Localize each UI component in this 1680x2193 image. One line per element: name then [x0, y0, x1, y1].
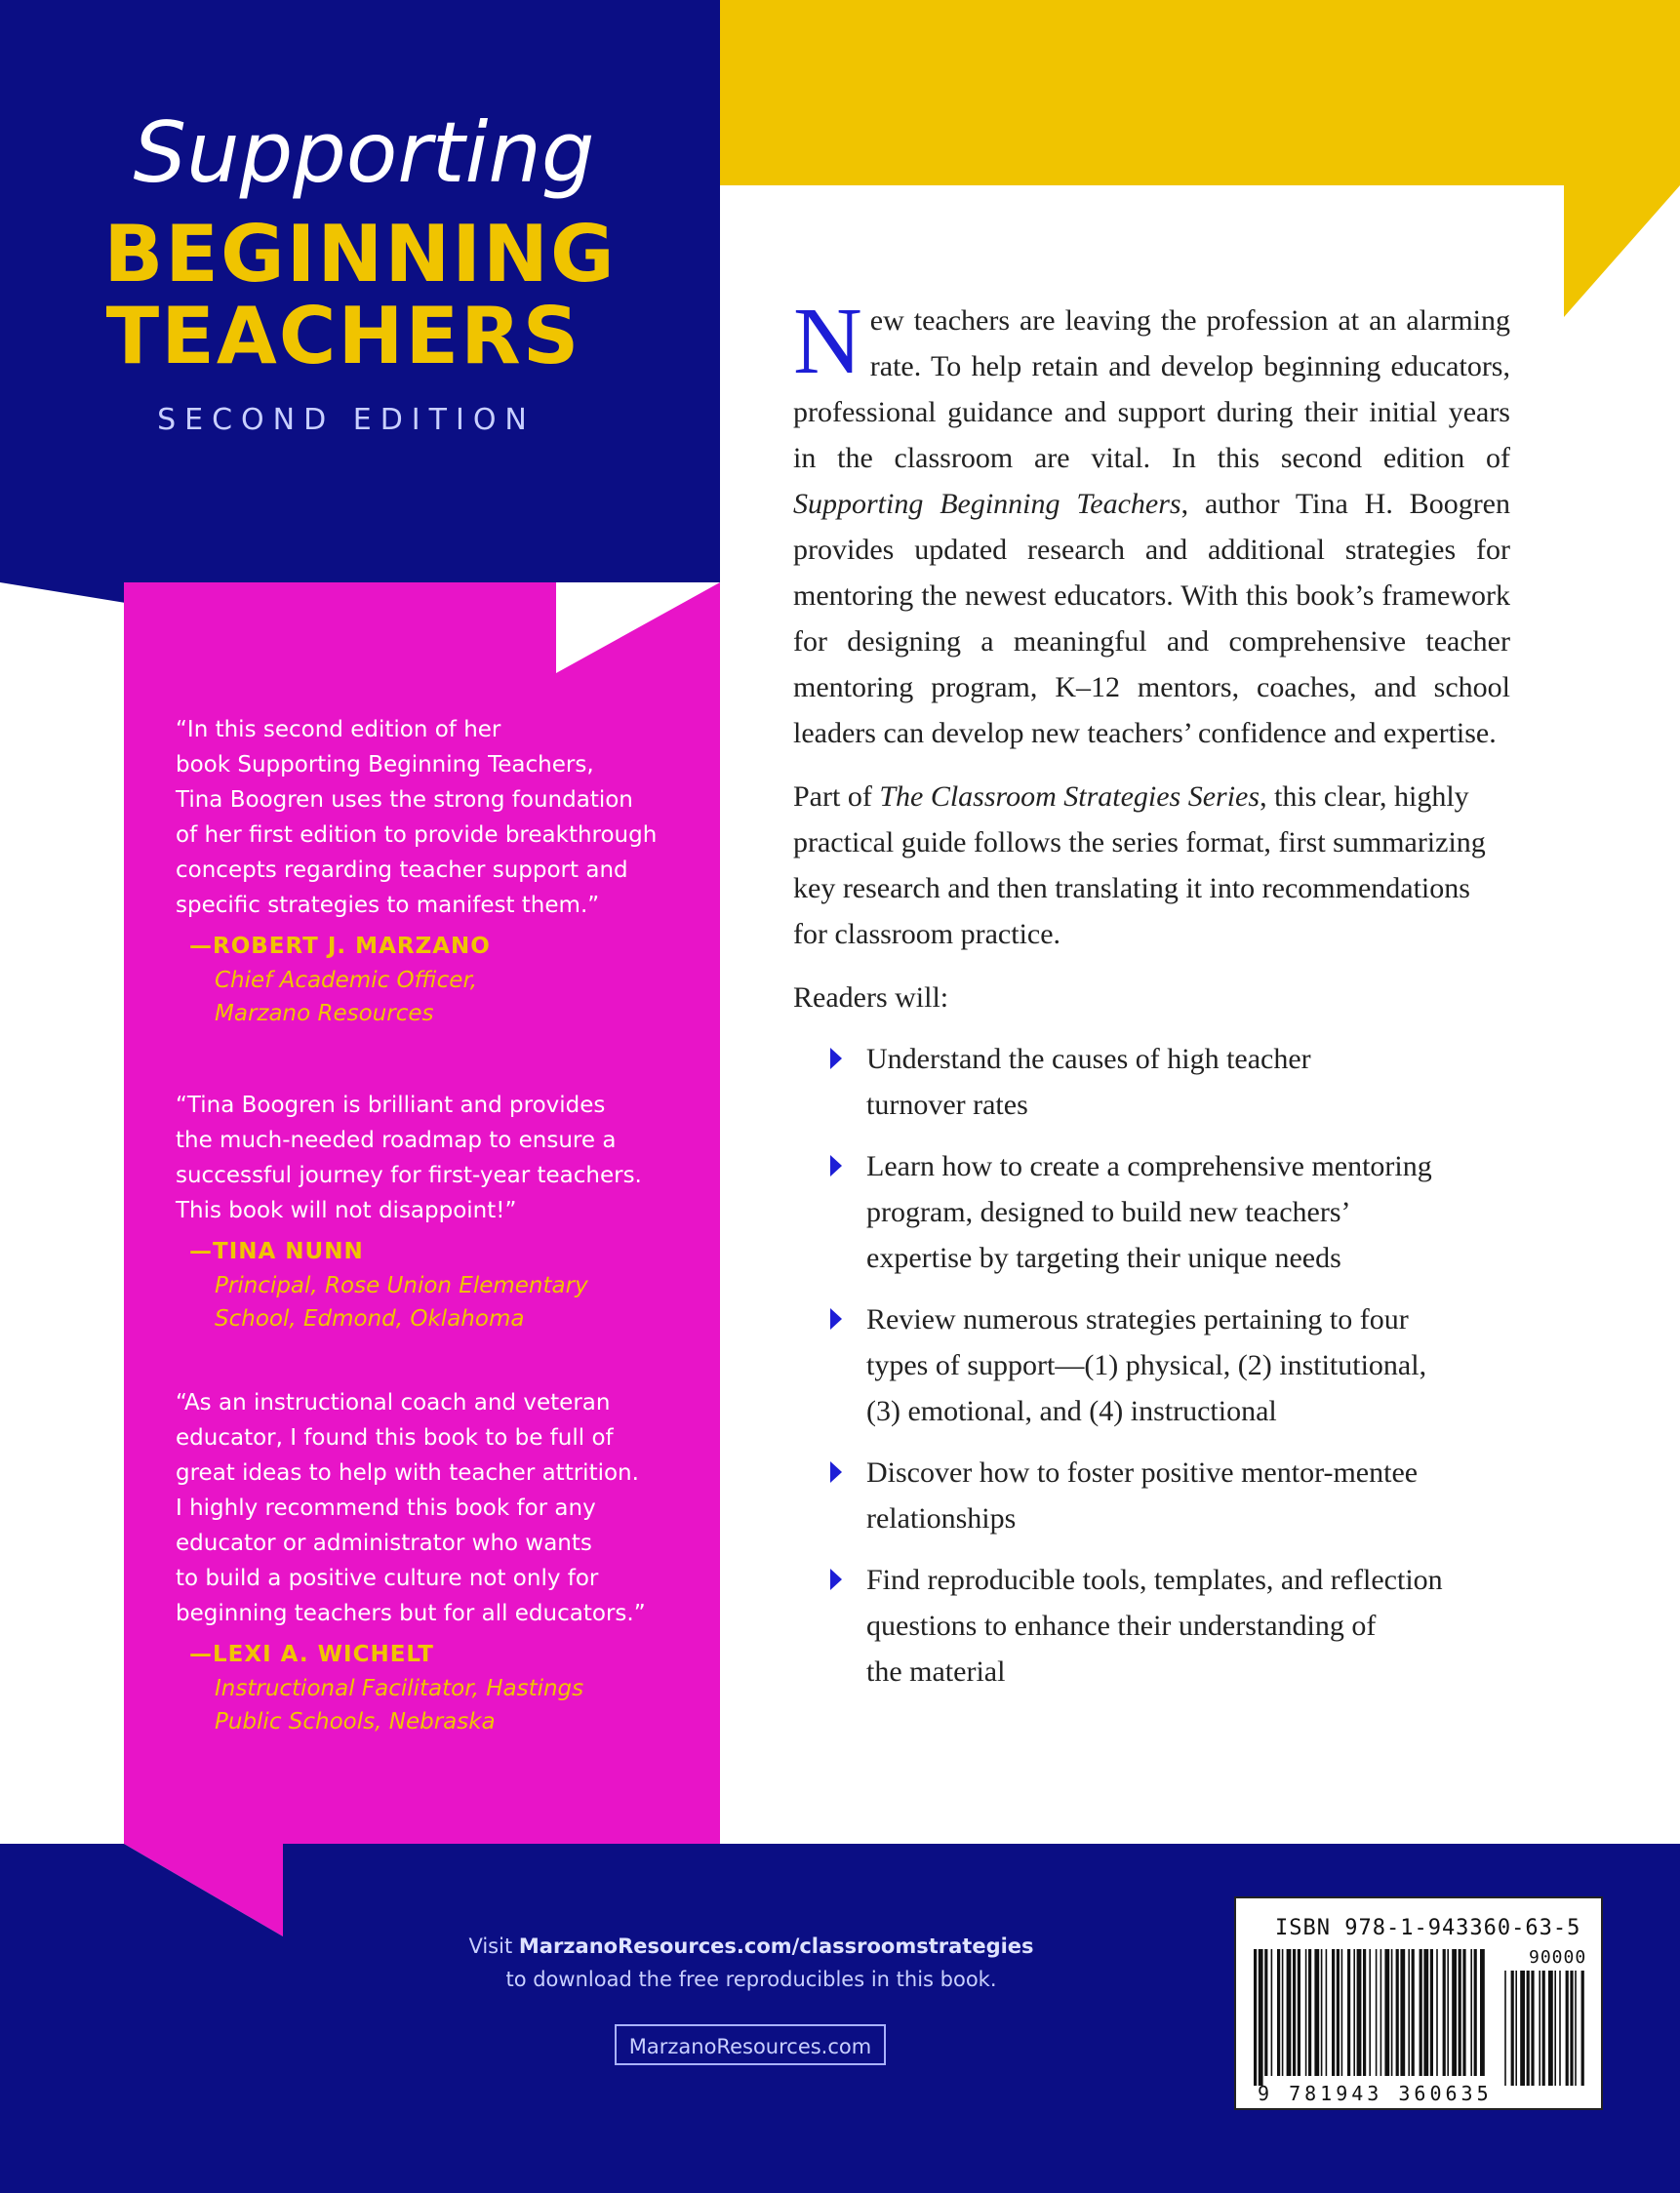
barcode-bar — [1420, 1949, 1422, 2076]
title-beginning: BEGINNING — [103, 208, 617, 299]
intro-paragraph — [793, 289, 1510, 756]
addon-bar — [1520, 1971, 1525, 2086]
list-item-text: Learn how to create a comprehensive mentoring program, designed to build new teachers’ expertise by targeting their unique needs — [866, 1150, 1432, 1274]
addon-bar — [1566, 1971, 1569, 2086]
barcode-bar — [1400, 1949, 1405, 2076]
isbn-barcode — [1234, 1896, 1603, 2110]
quote-author: —ROBERT J. MARZANO — [189, 934, 491, 959]
barcode-bar — [1264, 1949, 1267, 2076]
barcode-bar — [1430, 1949, 1433, 2076]
quote-marzano — [176, 712, 683, 1030]
benefits-list — [793, 1036, 1510, 1695]
addon-bar — [1542, 1971, 1545, 2086]
barcode-bar — [1376, 1949, 1378, 2076]
quote-wichelt — [176, 1385, 646, 1738]
intro-text-a: ew teachers are leaving the profession at an alarming rate. To help retain and develop beginning educators, professional guidance and support during their initial years in the classroom are vital. In this second edition of — [793, 304, 1510, 474]
list-item-text: Discover how to foster positive mentor-mentee relationships — [866, 1456, 1419, 1535]
addon-bar — [1504, 1971, 1506, 2086]
quote-author-role: Principal, Rose Union Elementary School, Edmond, Oklahoma — [215, 1273, 588, 1332]
list-item — [793, 1143, 1510, 1281]
barcode-bar — [1308, 1949, 1311, 2076]
barcode-bar — [1480, 1949, 1485, 2076]
addon-bar — [1527, 1971, 1530, 2086]
list-item — [793, 1296, 1510, 1434]
book-title — [0, 104, 720, 437]
barcode-bar — [1326, 1949, 1328, 2076]
barcode-bar — [1277, 1949, 1280, 2076]
quote-author-role: Instructional Facilitator, Hastings Public Schools, Nebraska — [215, 1676, 584, 1734]
barcode-bar — [1321, 1949, 1323, 2076]
barcode-bar — [1305, 1949, 1307, 2076]
addon-bar — [1570, 1971, 1573, 2086]
barcode-bar — [1353, 1949, 1355, 2076]
barcode-bar — [1470, 1949, 1472, 2076]
addon-bar — [1554, 1971, 1556, 2086]
addon-bar — [1559, 1971, 1561, 2086]
barcode-bar — [1408, 1949, 1410, 2076]
addon-bar — [1548, 1971, 1553, 2086]
barcode-bar — [1337, 1949, 1340, 2076]
barcode-bar — [1347, 1949, 1350, 2076]
series-text-a: Part of — [793, 780, 880, 813]
barcode-bar — [1363, 1949, 1366, 2076]
barcode-bar — [1436, 1949, 1438, 2076]
triangle-bullet-icon — [830, 1461, 842, 1483]
barcode-bar — [1380, 1949, 1382, 2076]
visit-url-link[interactable]: MarzanoResources.com/classroomstrategies — [518, 1934, 1034, 1958]
visit-note — [429, 1930, 1073, 1996]
barcode-bar — [1341, 1949, 1343, 2076]
website-link-box[interactable]: MarzanoResources.com — [615, 2024, 886, 2065]
barcode-bar — [1396, 1949, 1399, 2076]
barcode-bar — [1357, 1949, 1362, 2076]
series-paragraph — [793, 774, 1510, 957]
addon-bar — [1515, 1971, 1517, 2086]
list-item — [793, 1036, 1510, 1128]
visit-line1 — [429, 1930, 1073, 1963]
barcode-bar — [1474, 1949, 1477, 2076]
quote-author-role: Chief Academic Officer, Marzano Resources — [215, 968, 478, 1026]
barcode-bar — [1298, 1949, 1300, 2076]
quote-text: “As an instructional coach and veteran educator, I found this book to be full of great ideas to help with teacher attrition. I highly recommend this book for any educator or administrator who wants to build a positive culture not only for beginning teachers but for all educators.” — [176, 1390, 646, 1626]
barcode-bar — [1452, 1949, 1457, 2076]
barcode-bar — [1332, 1949, 1335, 2076]
ean-number: 9 781943 360635 — [1258, 2082, 1493, 2105]
barcode-bar — [1271, 1949, 1273, 2076]
drop-cap: N — [793, 289, 862, 394]
price-addon-code: 90000 — [1529, 1947, 1587, 1968]
list-item — [793, 1450, 1510, 1541]
triangle-bullet-icon — [830, 1308, 842, 1330]
barcode-bar — [1314, 1949, 1319, 2076]
addon-bar — [1575, 1971, 1577, 2086]
list-item — [793, 1557, 1510, 1695]
edition-label: SECOND EDITION — [157, 402, 536, 437]
triangle-bullet-icon — [830, 1048, 842, 1069]
addon-bar — [1539, 1971, 1540, 2086]
addon-bar — [1581, 1971, 1584, 2086]
barcode-bar — [1254, 1949, 1257, 2086]
barcode-bar — [1282, 1949, 1284, 2076]
book-description — [793, 289, 1510, 1710]
barcode-bar — [1443, 1949, 1446, 2076]
quote-nunn — [176, 1088, 642, 1336]
quote-text: “In this second edition of her book Supporting Beginning Teachers, Tina Boogren uses the strong foundation of her first edition to provide breakthrough concepts regarding teacher support and specific strategies to manifest them.” — [176, 717, 658, 918]
endorsement-quotes — [176, 712, 683, 1734]
barcode-bar — [1287, 1949, 1292, 2076]
barcode-bar — [1293, 1949, 1296, 2076]
series-text-b: , this clear, highly practical guide follows the series format, first summarizing key research and then translating it into recommendations for classroom practice. — [793, 780, 1486, 950]
intro-book-title: Supporting Beginning Teachers — [793, 488, 1181, 520]
quote-author: —TINA NUNN — [189, 1239, 364, 1264]
barcode-bar — [1384, 1949, 1389, 2076]
intro-text-b: , author Tina H. Boogren provides updated research and additional strategies for mentoring the newest educators. With this book’s framework for designing a meaningful and comprehensive teacher mentoring program, K–12 mentors, coaches, and school leaders can develop new teachers’ confidence and expertise. — [793, 488, 1510, 749]
addon-bar — [1511, 1971, 1514, 2086]
visit-line2: to download the free reproducibles in this book. — [505, 1968, 997, 1991]
triangle-bullet-icon — [830, 1155, 842, 1176]
triangle-bullet-icon — [830, 1569, 842, 1590]
isbn-number: ISBN 978-1-943360-63-5 — [1275, 1916, 1581, 1940]
barcode-bar — [1412, 1949, 1415, 2076]
list-item-text: Review numerous strategies pertaining to four types of support—(1) physical, (2) institutional, (3) emotional, and (4) instructional — [866, 1303, 1427, 1427]
barcode-bar — [1462, 1949, 1465, 2076]
barcode-bar — [1447, 1949, 1449, 2076]
readers-label: Readers will: — [793, 981, 949, 1014]
quote-text: “Tina Boogren is brilliant and provides the much-needed roadmap to ensure a successful journey for first-year teachers. This book will not disappoint!” — [176, 1093, 642, 1223]
barcode-bar — [1369, 1949, 1371, 2076]
quote-author: —LEXI A. WICHELT — [189, 1642, 434, 1667]
title-teachers: TEACHERS — [105, 290, 581, 381]
barcode-bar — [1423, 1949, 1428, 2076]
series-name: The Classroom Strategies Series — [879, 780, 1260, 813]
barcode-bar — [1259, 1949, 1263, 2086]
list-item-text: Find reproducible tools, templates, and reflection questions to enhance their understanding of the material — [866, 1564, 1443, 1688]
barcode-bar — [1391, 1949, 1393, 2076]
visit-prefix: Visit — [468, 1934, 519, 1958]
addon-bar — [1531, 1971, 1534, 2086]
title-supporting: Supporting — [133, 104, 595, 202]
list-item-text: Understand the causes of high teacher turnover rates — [866, 1043, 1311, 1121]
barcode-bar — [1459, 1949, 1461, 2076]
